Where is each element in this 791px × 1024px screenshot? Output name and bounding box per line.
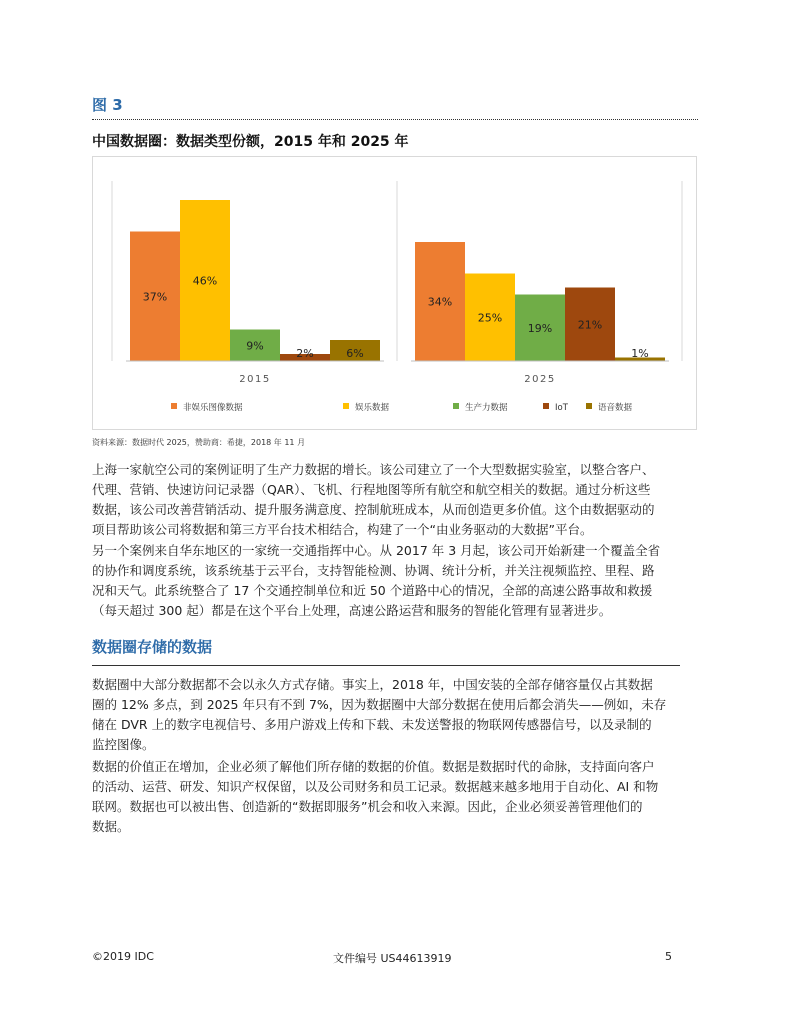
text-line: 数据的价值正在增加，企业必须了解他们所存储的数据的价值。数据是数据时代的命脉，支持面向客户: [92, 759, 655, 774]
text-line: 联网。数据也可以被出售、创造新的“数据即服务”机会和收入来源。因此，企业必须妥善管理他们的: [92, 799, 643, 814]
data-label-2025-生产力数据: 19%: [527, 321, 553, 335]
dotted-divider: [92, 119, 698, 120]
text-line: 数据圈中大部分数据都不会以永久方式存储。事实上，2018 年，中国安装的全部存储容量仅占其数据: [92, 677, 653, 692]
section-divider: [92, 665, 680, 666]
text-line: 况和天气。此系统整合了 17 个交通控制单位和近 50 个道路中心的情况，全部的高速公路事故和救援: [92, 583, 653, 598]
figure-title: 中国数据圈：数据类型份额，2015 年和 2025 年: [92, 134, 409, 150]
category-label-2015: 2015: [239, 374, 271, 385]
legend-swatch-语音数据: [586, 403, 592, 409]
text-line: 监控图像。: [92, 737, 155, 752]
text-line: 数据。: [92, 819, 130, 834]
data-label-2015-语音数据: 6%: [346, 347, 364, 360]
legend-swatch-非娱乐图像数据: [171, 403, 177, 409]
paragraph-airline-case: [92, 460, 698, 540]
data-label-2025-娱乐数据: 25%: [477, 311, 503, 325]
data-label-2015-非娱乐图像数据: 37%: [142, 290, 168, 304]
figure-label: 图 3: [92, 96, 123, 114]
footer-copyright: ©2019 IDC: [92, 950, 154, 963]
data-label-2025-非娱乐图像数据: 34%: [427, 295, 453, 309]
text-line: 的活动、运营、研发、知识产权保留，以及公司财务和员工记录。数据越来越多地用于自动化、AI 和物: [92, 779, 659, 794]
text-line: 的协作和调度系统，该系统基于云平台，支持智能检测、协调、统计分析，并关注视频监控、里程、路: [92, 563, 655, 578]
legend-label-娱乐数据: 娱乐数据: [355, 403, 390, 413]
footer-doc-number: 文件编号 US44613919: [333, 952, 452, 965]
figure-source: 资料来源：数据时代 2025，赞助商：希捷，2018 年 11 月: [92, 438, 306, 447]
section-heading: 数据圈存储的数据: [92, 638, 213, 656]
paragraph-storage: [92, 675, 698, 755]
legend-label-IoT: IoT: [555, 403, 568, 413]
legend-swatch-生产力数据: [453, 403, 459, 409]
legend-swatch-IoT: [543, 403, 549, 409]
footer-page-number: 5: [665, 950, 672, 963]
legend-label-语音数据: 语音数据: [598, 403, 633, 413]
text-line: 代理、营销、快速访问记录器（QAR）、飞机、行程地图等所有航空和航空相关的数据。通过分析这些: [92, 482, 651, 497]
text-line: 数据，该公司改善营销活动、提升服务满意度、控制航班成本，从而创造更多价值。这个由数据驱动的: [92, 502, 655, 517]
text-line: 圈的 12% 多点，到 2025 年只有不到 7%，因为数据圈中大部分数据在使用后都会消失——例如，未存: [92, 697, 667, 712]
data-label-2015-IoT: 2%: [296, 347, 314, 360]
text-line: （每天超过 300 起）都是在这个平台上处理，高速公路运营和服务的智能化管理有显著进步。: [92, 603, 612, 618]
chart-container: [92, 156, 697, 430]
text-line: 储在 DVR 上的数字电视信号、多用户游戏上传和下载、未发送警报的物联网传感器信号，以及录制的: [92, 717, 652, 732]
legend-label-非娱乐图像数据: 非娱乐图像数据: [183, 403, 243, 413]
data-label-2015-娱乐数据: 46%: [192, 274, 218, 288]
text-line: 项目帮助该公司将数据和第三方平台技术相结合，构建了一个“由业务驱动的大数据”平台。: [92, 522, 593, 537]
data-label-2025-语音数据: 1%: [631, 347, 649, 360]
data-label-2015-生产力数据: 9%: [246, 339, 264, 353]
paragraph-traffic-case: [92, 541, 698, 621]
paragraph-data-value: [92, 757, 698, 837]
category-label-2025: 2025: [524, 374, 556, 385]
legend-swatch-娱乐数据: [343, 403, 349, 409]
data-label-2025-IoT: 21%: [577, 318, 603, 332]
text-line: 另一个案例来自华东地区的一家统一交通指挥中心。从 2017 年 3 月起，该公司开始新建一个覆盖全省: [92, 543, 661, 558]
legend-label-生产力数据: 生产力数据: [465, 403, 508, 413]
bar-chart: [93, 157, 698, 431]
text-line: 上海一家航空公司的案例证明了生产力数据的增长。该公司建立了一个大型数据实验室，以整合客户、: [92, 462, 655, 477]
